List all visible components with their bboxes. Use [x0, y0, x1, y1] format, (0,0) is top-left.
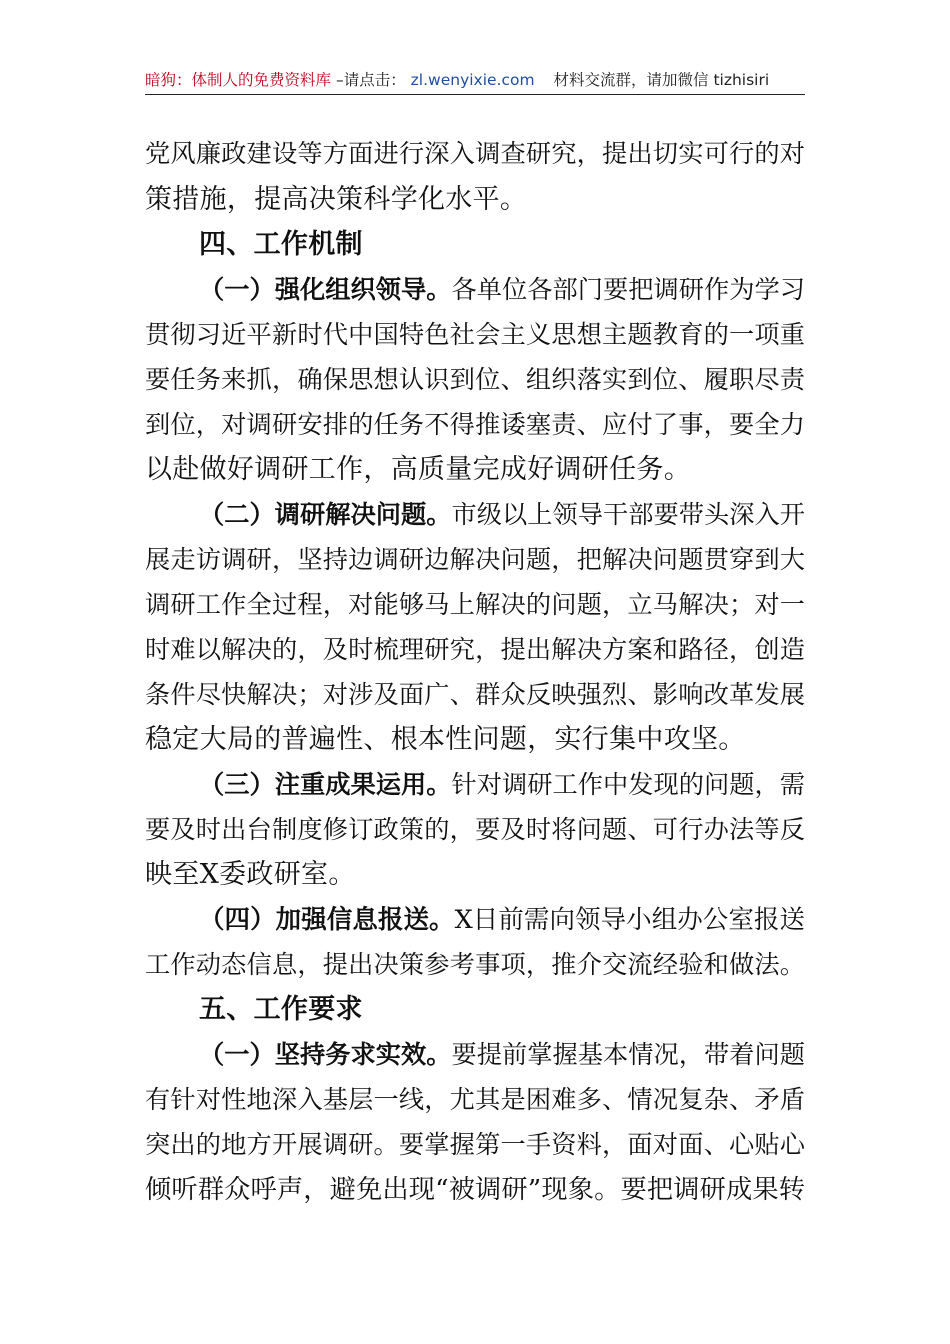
header-url-link[interactable]: zl.wenyixie.com [410, 71, 535, 89]
paragraph-line: 倾听群众呼声，避免出现“被调研”现象。要把调研成果转 [145, 1175, 805, 1205]
paragraph-line: 突出的地方开展调研。要掌握第一手资料，面对面、心贴心 [145, 1130, 805, 1159]
section-heading-requirements: 五、工作要求 [199, 994, 363, 1025]
header-group-note: 材料交流群，请加微信 tizhisiri [553, 71, 770, 89]
paragraph-line: 贯彻习近平新时代中国特色社会主义思想主题教育的一项重 [145, 320, 805, 349]
paragraph-line: 调研工作全过程，对能够马上解决的问题，立马解决；对一 [145, 590, 805, 619]
paragraph-line: 条件尽快解决；对涉及面广、群众反映强烈、影响改革发展 [145, 680, 805, 709]
paragraph-line: 稳定大局的普遍性、根本性问题，实行集中攻坚。 [145, 724, 746, 755]
paragraph-first-line [199, 1038, 805, 1072]
header-click-prompt: –请点击： [335, 71, 406, 89]
item-lead: （三）注重成果运用。 [199, 770, 452, 799]
page-header-banner [145, 68, 805, 90]
paragraph-line: 工作动态信息，提出决策参考事项，推介交流经验和做法。 [145, 950, 805, 979]
paragraph-line: 到位，对调研安排的任务不得推诿塞责、应付了事，要全力 [145, 410, 805, 439]
item-lead: （一）坚持务求实效。 [199, 1040, 452, 1069]
paragraph-first-line [199, 498, 805, 532]
paragraph-line: 策措施，提高决策科学化水平。 [145, 184, 528, 215]
paragraph-line: 党风廉政建设等方面进行深入调查研究，提出切实可行的对 [145, 139, 805, 168]
item-lead: （一）强化组织领导。 [199, 275, 452, 304]
paragraph-line: 映至X委政研室。 [145, 859, 356, 890]
header-brand-link[interactable]: 暗狗：体制人的免费资料库 [145, 71, 332, 89]
paragraph-first-line [199, 768, 805, 802]
paragraph-line: 以赴做好调研工作，高质量完成好调研任务。 [145, 454, 691, 485]
paragraph-line: 时难以解决的，及时梳理研究，提出解决方案和路径，创造 [145, 635, 805, 664]
item-text: 各单位各部门要把调研作为学习 [451, 275, 805, 304]
paragraph-line: 要及时出台制度修订政策的，要及时将问题、可行办法等反 [145, 815, 805, 844]
item-text: 针对调研工作中发现的问题，需 [451, 770, 805, 799]
item-text: X日前需向领导小组办公室报送 [454, 905, 805, 935]
header-divider [145, 94, 805, 95]
item-lead: （四）加强信息报送。 [199, 905, 455, 935]
item-text: 市级以上领导干部要带头深入开 [451, 500, 805, 529]
paragraph-line: 展走访调研，坚持边调研边解决问题，把解决问题贯穿到大 [145, 545, 805, 574]
item-text: 要提前掌握基本情况，带着问题 [451, 1040, 805, 1069]
paragraph-line: 要任务来抓，确保思想认识到位、组织落实到位、履职尽责 [145, 365, 805, 394]
item-lead: （二）调研解决问题。 [199, 500, 452, 529]
paragraph-line: 有针对性地深入基层一线，尤其是困难多、情况复杂、矛盾 [145, 1085, 805, 1114]
section-heading-mechanism: 四、工作机制 [199, 229, 363, 260]
paragraph-first-line [199, 903, 805, 937]
paragraph-first-line [199, 273, 805, 307]
